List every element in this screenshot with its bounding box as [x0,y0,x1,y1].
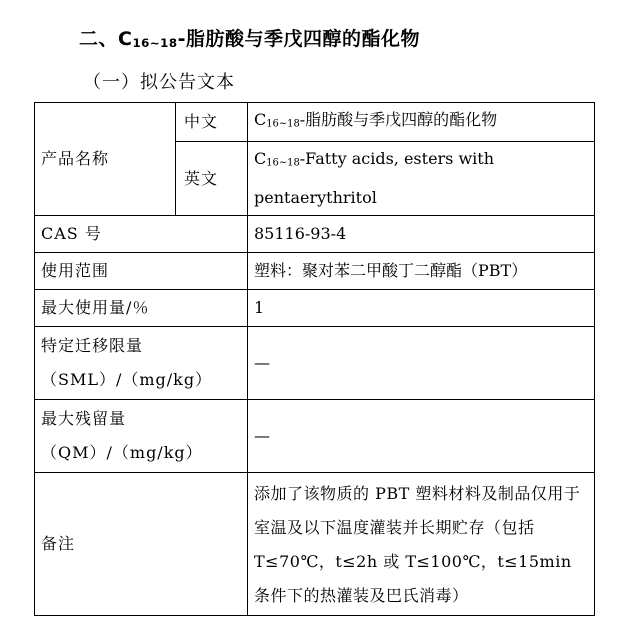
sml-value: — [248,326,595,399]
remark-label: 备注 [35,472,248,615]
chinese-subscript: 16~18 [266,118,300,130]
qm-label-line1: 最大残留量 [41,408,127,428]
qm-value: — [248,399,595,472]
sml-label-line2: （SML）/（mg/kg） [41,369,213,389]
section-heading [79,24,420,51]
max-usage-value: 1 [248,289,595,326]
heading-subscript: 16~18 [132,35,178,50]
usage-label: 使用范围 [35,252,248,289]
chinese-suffix: -脂肪酸与季戊四醇的酯化物 [299,110,498,129]
table-row [35,289,595,326]
table-row [35,215,595,252]
table-row [35,252,595,289]
heading-prefix: 二、C [79,28,133,50]
subsection-heading: （一）拟公告文本 [83,72,235,93]
product-name-label: 产品名称 [35,103,176,216]
sml-label-line1: 特定迁移限量 [41,335,144,355]
english-label: 英文 [176,142,248,215]
usage-value: 塑料：聚对苯二甲酸丁二醇酯（PBT） [248,252,595,289]
english-subscript: 16~18 [266,157,300,169]
cas-value: 85116-93-4 [248,215,595,252]
announcement-table [34,102,595,616]
sml-label [35,326,248,399]
chinese-name-value [248,103,595,142]
english-line2: pentaerythritol [254,187,377,207]
qm-label-line2: （QM）/（mg/kg） [41,442,203,462]
table-row [35,103,595,142]
max-usage-label: 最大使用量/％ [35,289,248,326]
table-row [35,399,595,472]
cas-label: CAS 号 [35,215,248,252]
table-row [35,326,595,399]
qm-label [35,399,248,472]
remark-value: 添加了该物质的 PBT 塑料材料及制品仅用于室温及以下温度灌装并长期贮存（包括 T≤70℃，t≤2h 或 T≤100℃，t≤15min 条件下的热灌装及巴氏消毒） [248,472,595,615]
english-line1-suffix: -Fatty acids, esters with [299,149,495,169]
chinese-prefix: C [254,110,267,129]
english-name-value [248,142,595,215]
heading-suffix: -脂肪酸与季戊四醇的酯化物 [177,28,420,50]
chinese-label: 中文 [176,103,248,142]
english-prefix: C [254,149,267,169]
table-row [35,472,595,615]
